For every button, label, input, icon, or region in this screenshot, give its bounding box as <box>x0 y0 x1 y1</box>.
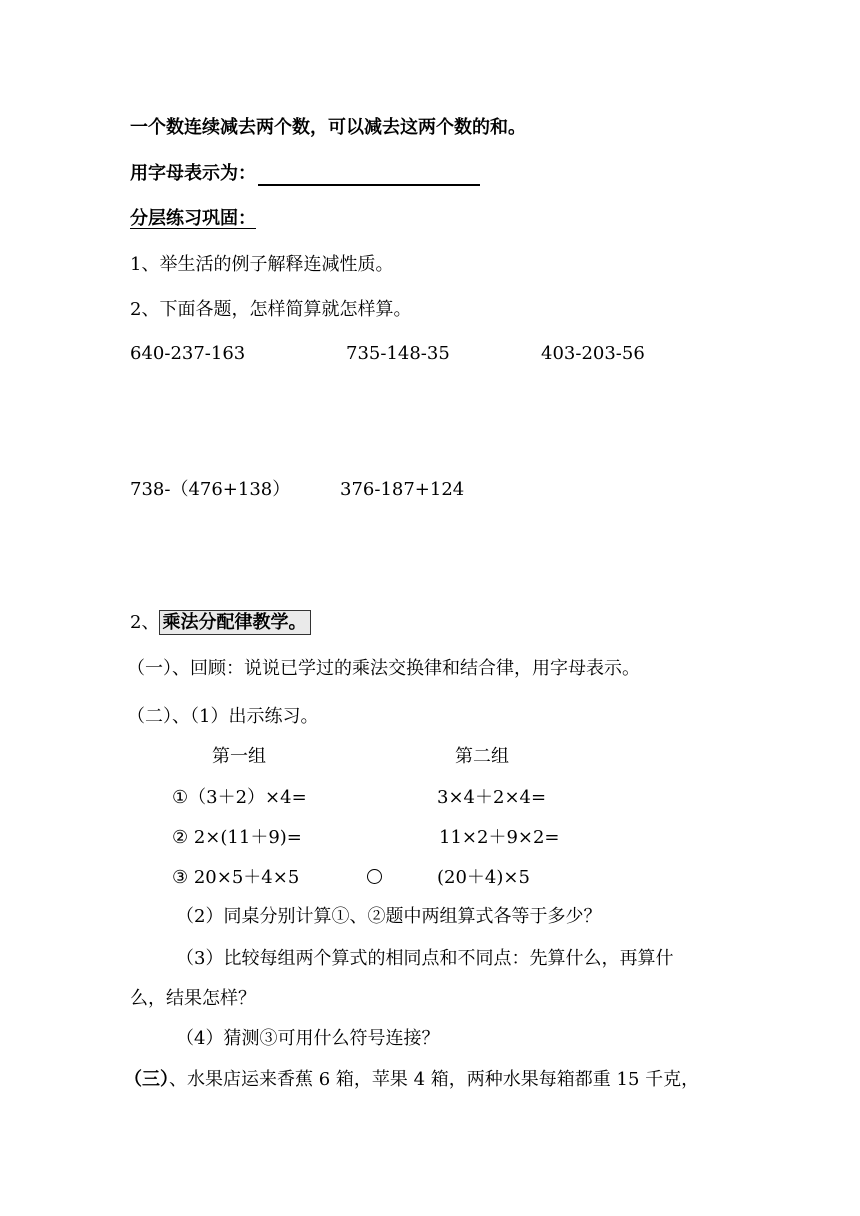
review-text: （一）、回顾：说说已学过的乘法交换律和结合律，用字母表示。 <box>127 658 640 679</box>
rule-text: 一个数连续减去两个数，可以减去这两个数的和。 <box>130 117 526 138</box>
group-1-label: 第一组 <box>212 746 266 767</box>
section-2-heading <box>130 610 311 635</box>
equation-left: ② 2×(11＋9)= <box>172 827 302 848</box>
problem-prefix: （三） <box>124 1069 169 1090</box>
equation-right: (20＋4)×5 <box>437 867 530 888</box>
expression: 376-187+124 <box>340 479 465 500</box>
show-line: （二）、（1）出示练习。 <box>127 706 319 727</box>
step-4: （4）猜测③可用什么符号连接？ <box>176 1028 440 1049</box>
expression: 738-（476+138） <box>130 479 291 500</box>
question-2: 2、下面各题，怎样简算就怎样算。 <box>130 299 412 320</box>
section-number: 2、 <box>130 612 160 633</box>
step-3: （3）比较每组两个算式的相同点和不同点：先算什么，再算什 <box>176 948 674 969</box>
equation-right: 3×4＋2×4= <box>437 787 547 808</box>
group-2-label: 第二组 <box>455 746 509 767</box>
answer-blank[interactable] <box>258 162 480 186</box>
problem-text: 、水果店运来香蕉 6 箱，苹果 4 箱，两种水果每箱都重 15 千克， <box>169 1069 700 1090</box>
review-line <box>127 657 640 681</box>
letter-label: 用字母表示为： <box>130 163 256 184</box>
problem-line <box>124 1068 699 1092</box>
question-1: 1、举生活的例子解释连减性质。 <box>130 254 394 275</box>
compare-circle-icon[interactable] <box>367 867 382 891</box>
equation-left: ①（3＋2）×4= <box>172 787 307 808</box>
letter-expression-line <box>130 162 480 186</box>
step-3-continued: 么，结果怎样？ <box>130 988 256 1009</box>
equation-right: 11×2＋9×2= <box>439 827 560 848</box>
step-2: （2）同桌分别计算①、②题中两组算式各等于多少？ <box>176 906 602 927</box>
expression: 735-148-35 <box>346 343 450 364</box>
expression: 403-203-56 <box>541 343 645 364</box>
section-title: 乘法分配律教学。 <box>159 610 311 635</box>
equation-left: ③ 20×5＋4×5 <box>172 867 300 888</box>
practice-heading: 分层练习巩固： <box>130 208 256 229</box>
expression: 640-237-163 <box>130 343 246 364</box>
